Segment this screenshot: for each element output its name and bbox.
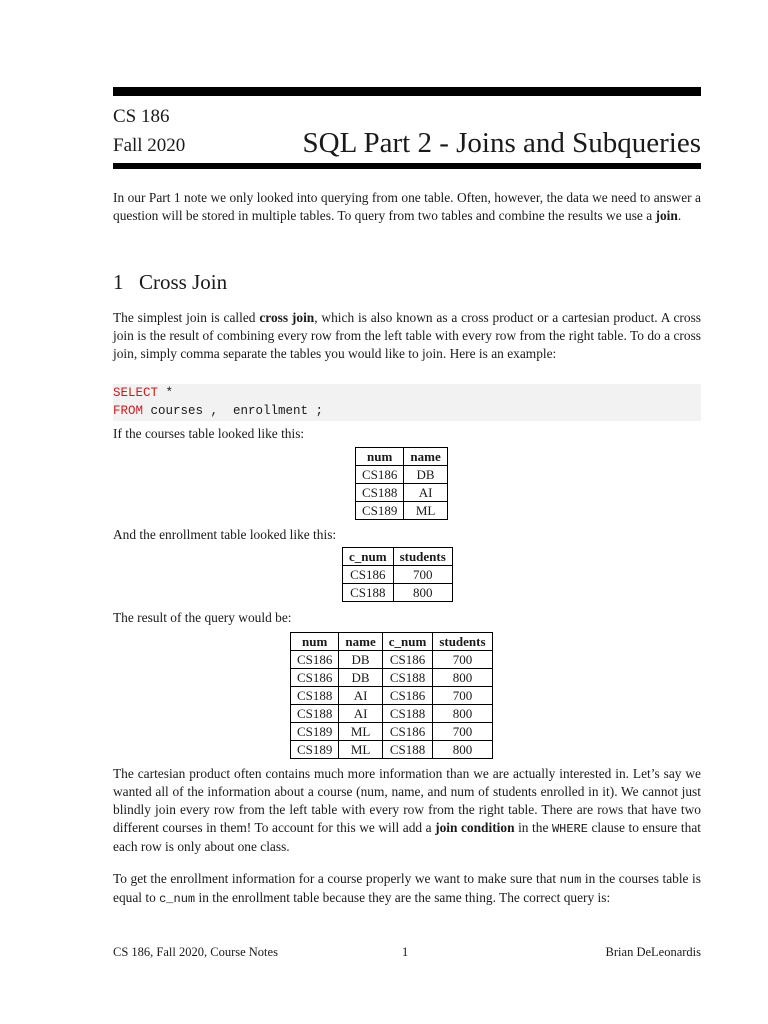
table-cell: CS188	[382, 705, 433, 723]
code-line-1	[113, 384, 701, 402]
table-cell: DB	[339, 669, 382, 687]
enrollment-intro: And the enrollment table looked like this:	[113, 527, 337, 542]
column-header: students	[433, 633, 492, 651]
intro-text: In our Part 1 note we only looked into querying from one table. Often, however, the data we need to answer a question will be stored in multiple tables. To query from two tables and combine the results we use a	[113, 190, 701, 223]
cartesian-text-mid: in the	[514, 820, 552, 835]
table-cell: CS189	[356, 502, 404, 520]
table-cell: CS188	[343, 584, 394, 602]
table-cell: ML	[339, 741, 382, 759]
table-cell: CS186	[382, 651, 433, 669]
column-header: num	[291, 633, 339, 651]
result-intro: The result of the query would be:	[113, 610, 292, 625]
table-cell: DB	[404, 466, 447, 484]
cross-join-text: The simplest join is called	[113, 310, 260, 325]
document-title: SQL Part 2 - Joins and Subqueries	[302, 127, 701, 159]
join-condition-term: join condition	[435, 820, 515, 835]
table-cell: 700	[393, 566, 452, 584]
cross-join-paragraph	[113, 309, 701, 363]
table-cell: 800	[433, 669, 492, 687]
table-cell: CS186	[382, 723, 433, 741]
table-cell: 800	[433, 705, 492, 723]
column-header: name	[404, 448, 447, 466]
table-header-row	[343, 548, 453, 566]
table-cell: CS186	[356, 466, 404, 484]
table-cell: DB	[339, 651, 382, 669]
enrollment-table	[342, 547, 453, 602]
num-column-code: num	[559, 873, 582, 887]
table-cell: 700	[433, 687, 492, 705]
header-course: CS 186	[113, 106, 170, 127]
code-line-2	[113, 402, 701, 420]
enrollment-paragraph	[113, 870, 701, 908]
column-header: students	[393, 548, 452, 566]
table-header-row	[356, 448, 448, 466]
section-title: Cross Join	[139, 270, 228, 294]
intro-join-term: join	[655, 208, 678, 223]
table-row	[356, 502, 448, 520]
intro-text-end: .	[677, 208, 682, 223]
c-num-column-code: c_num	[159, 892, 196, 906]
section-number: 1	[113, 270, 124, 294]
intro-paragraph	[113, 189, 701, 225]
table-cell: CS188	[291, 705, 339, 723]
column-header: c_num	[382, 633, 433, 651]
table-cell: ML	[404, 502, 447, 520]
table-cell: 700	[433, 723, 492, 741]
table-cell: CS186	[291, 651, 339, 669]
table-cell: CS188	[291, 687, 339, 705]
table-row	[343, 566, 453, 584]
table-row	[291, 741, 493, 759]
header-top-rule	[113, 87, 701, 96]
enrollment-text-end: in the enrollment table because they are the same thing. The correct query is:	[195, 890, 611, 905]
result-table	[290, 632, 493, 759]
table-cell: AI	[404, 484, 447, 502]
cartesian-text-end: clause to ensure that each row is only about one class.	[113, 820, 701, 854]
header-bottom-rule	[113, 163, 701, 169]
header-term: Fall 2020	[113, 135, 186, 156]
column-header: c_num	[343, 548, 394, 566]
column-header: name	[339, 633, 382, 651]
code-select-rest: *	[158, 386, 174, 400]
table-row	[291, 669, 493, 687]
code-block	[113, 384, 701, 421]
table-row	[291, 723, 493, 741]
table-cell: CS188	[382, 741, 433, 759]
code-keyword-from: FROM	[113, 404, 144, 418]
cartesian-text: The cartesian product often contains much more information than we are actually interested in. Let’s say we wanted all of the information about a course (num, name, and num of students enrolled in it). We cannot just blindly join every row from the left table with every row from the right table. There are rows that have two different courses in them! To account for this we will add a	[113, 766, 701, 835]
table-cell: CS188	[356, 484, 404, 502]
table-cell: CS186	[382, 687, 433, 705]
table-row	[356, 466, 448, 484]
table-cell: AI	[339, 687, 382, 705]
table-cell: AI	[339, 705, 382, 723]
table-row	[356, 484, 448, 502]
code-keyword-select: SELECT	[113, 386, 159, 400]
enrollment-text: To get the enrollment information for a course properly we want to make sure that	[113, 871, 560, 886]
table-cell: CS189	[291, 723, 339, 741]
table-cell: 800	[393, 584, 452, 602]
table-cell: ML	[339, 723, 382, 741]
cross-join-term: cross join	[259, 310, 315, 325]
table-header-row	[291, 633, 493, 651]
column-header: num	[356, 448, 404, 466]
table-cell: 800	[433, 741, 492, 759]
table-cell: CS188	[382, 669, 433, 687]
page-number: 1	[402, 945, 409, 959]
table-row	[343, 584, 453, 602]
code-from-rest: courses , enrollment ;	[143, 404, 324, 418]
where-keyword: WHERE	[551, 822, 588, 836]
table-cell: CS186	[343, 566, 394, 584]
courses-table	[355, 447, 448, 520]
table-cell: 700	[433, 651, 492, 669]
table-row	[291, 651, 493, 669]
table-cell: CS189	[291, 741, 339, 759]
section-heading	[113, 269, 227, 295]
table-row	[291, 687, 493, 705]
table-cell: CS186	[291, 669, 339, 687]
enrollment-text-mid: in the courses table is equal to	[113, 871, 701, 905]
footer-left: CS 186, Fall 2020, Course Notes	[113, 945, 278, 959]
footer-author: Brian DeLeonardis	[605, 945, 701, 959]
cartesian-paragraph	[113, 765, 701, 856]
cross-join-text-rest: , which is also known as a cross product or a cartesian product. A cross join is the result of combining every row from the left table with every row from the right table. To do a cross join, simply comma separate the tables you would like to join. Here is an example:	[113, 310, 702, 361]
courses-intro: If the courses table looked like this:	[113, 426, 305, 441]
table-row	[291, 705, 493, 723]
